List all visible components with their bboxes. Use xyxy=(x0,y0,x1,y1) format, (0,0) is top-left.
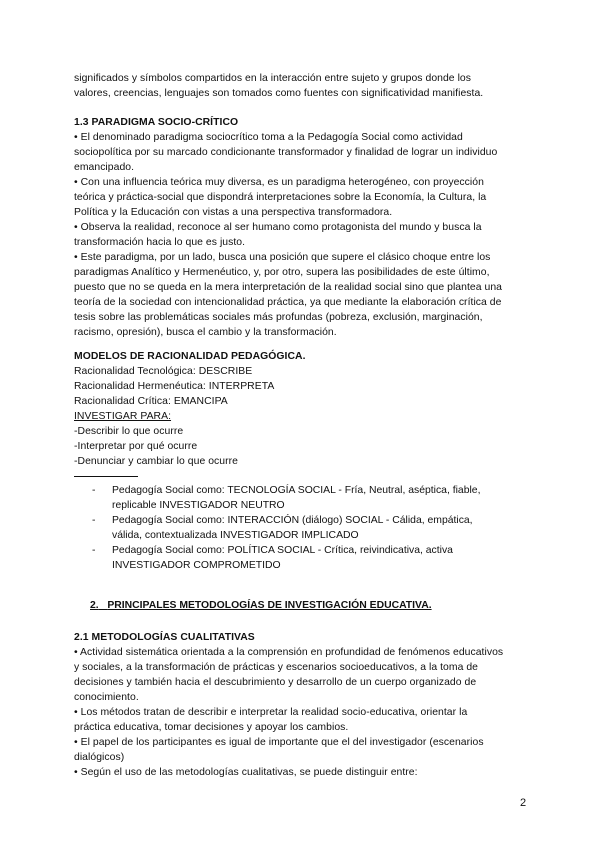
section-2-title: PRINCIPALES METODOLOGÍAS DE INVESTIGACIÓN EDUCATIVA. xyxy=(107,600,432,611)
paragraph-line: emancipado. xyxy=(74,162,135,173)
paragraph-line: conocimiento. xyxy=(74,692,139,703)
investigar-line: -Describir lo que ocurre xyxy=(74,426,184,437)
dash-list-item xyxy=(92,543,453,571)
paragraph-line: transformación hacia lo que es justo. xyxy=(74,237,246,248)
investigar-heading: INVESTIGAR PARA: xyxy=(74,411,172,422)
paragraph-line: • Este paradigma, por un lado, busca una posición que supere el clásico choque entre los xyxy=(74,252,491,263)
section-2-1-heading: 2.1 METODOLOGÍAS CUALITATIVAS xyxy=(74,632,255,643)
paragraph-line: • Observa la realidad, reconoce al ser humano como protagonista del mundo y busca la xyxy=(74,222,482,233)
racionalidad-line: Racionalidad Tecnológica: DESCRIBE xyxy=(74,366,253,377)
dash-item-line: Pedagogía Social como: INTERACCIÓN (diálogo) SOCIAL - Cálida, empática, xyxy=(112,515,473,526)
dash-item-line: válida, contextualizada INVESTIGADOR IMPLICADO xyxy=(112,530,359,541)
separator-rule xyxy=(74,476,138,477)
paragraph-line: Política y la Educación con vistas a una perspectiva transformadora. xyxy=(74,207,393,218)
paragraph-line: dialógicos) xyxy=(74,752,125,763)
dash-item-line: Pedagogía Social como: POLÍTICA SOCIAL - Crítica, reivindicativa, activa xyxy=(112,545,453,556)
racionalidad-line: Racionalidad Crítica: EMANCIPA xyxy=(74,396,228,407)
paragraph-line: racismo, opresión), busca el cambio y la transformación. xyxy=(74,327,337,338)
dash-item-line: Pedagogía Social como: TECNOLOGÍA SOCIAL - Fría, Neutral, aséptica, fiable, xyxy=(112,485,481,496)
paragraph-line: • Los métodos tratan de describir e interpretar la realidad socio-educativa, orientar la xyxy=(74,707,468,718)
paragraph-line: • El papel de los participantes es igual de importante que el del investigador (escenarios xyxy=(74,737,484,748)
paragraph-line: • Actividad sistemática orientada a la comprensión en profundidad de fenómenos educativos xyxy=(74,647,504,658)
investigar-line: -Interpretar por qué ocurre xyxy=(74,441,198,452)
dash-marker: - xyxy=(92,515,96,526)
investigar-line: -Denunciar y cambiar lo que ocurre xyxy=(74,456,238,467)
dash-item-line: replicable INVESTIGADOR NEUTRO xyxy=(112,500,285,511)
dash-list-item xyxy=(92,483,481,511)
paragraph-line: puesto que no se queda en la mera interpretación de la realidad social sino que plantea una xyxy=(74,282,502,293)
paragraph-line: y sociales, a la transformación de prácticas y escenarios socioeducativos, a la toma de xyxy=(74,662,479,673)
dash-item-line: INVESTIGADOR COMPROMETIDO xyxy=(112,560,281,571)
intro-line: significados y símbolos compartidos en la interacción entre sujeto y grupos donde los xyxy=(74,73,471,84)
section-2-heading xyxy=(90,600,432,611)
section-1-3-heading: 1.3 PARADIGMA SOCIO-CRÍTICO xyxy=(74,117,239,128)
paragraph-line: teórica y práctica-social que dispondrá interpretaciones sobre la Economía, la Cultura, la xyxy=(74,192,487,203)
paragraph-line: práctica educativa, tomar decisiones y apoyar los cambios. xyxy=(74,722,349,733)
dash-marker: - xyxy=(92,545,96,556)
page-number: 2 xyxy=(520,797,527,809)
racionalidad-line: Racionalidad Hermenéutica: INTERPRETA xyxy=(74,381,275,392)
paragraph-line: tesis sobre las problemáticas sociales más profundas (pobreza, exclusión, marginación, xyxy=(74,312,483,323)
paragraph-line: • Según el uso de las metodologías cualitativas, se puede distinguir entre: xyxy=(74,767,418,778)
paragraph-line: paradigmas Analítico y Hermenéutico, y, por otro, supera las posibilidades de este último, xyxy=(74,267,490,278)
paragraph-line: teoría de la sociedad con intencionalidad práctica, ya que mediante la elaboración crítica de xyxy=(74,297,502,308)
dash-marker: - xyxy=(92,485,96,496)
dash-list-item xyxy=(92,513,473,541)
section-2-number: 2. xyxy=(90,600,99,611)
paragraph-line: • El denominado paradigma sociocrítico toma a la Pedagogía Social como actividad xyxy=(74,132,463,143)
paragraph-line: decisiones y también hacia el descubrimiento y desarrollo de un cuerpo organizado de xyxy=(74,677,477,688)
paragraph-line: • Con una influencia teórica muy diversa, es un paradigma heterogéneo, con proyección xyxy=(74,177,484,188)
modelos-heading: MODELOS DE RACIONALIDAD PEDAGÓGICA. xyxy=(74,351,306,362)
intro-line: valores, creencias, lenguajes son tomados como fuentes con significatividad manifiesta. xyxy=(74,88,484,99)
paragraph-line: sociopolítica por su marcado condicionante transformador y finalidad de lograr un individuo xyxy=(74,147,498,158)
